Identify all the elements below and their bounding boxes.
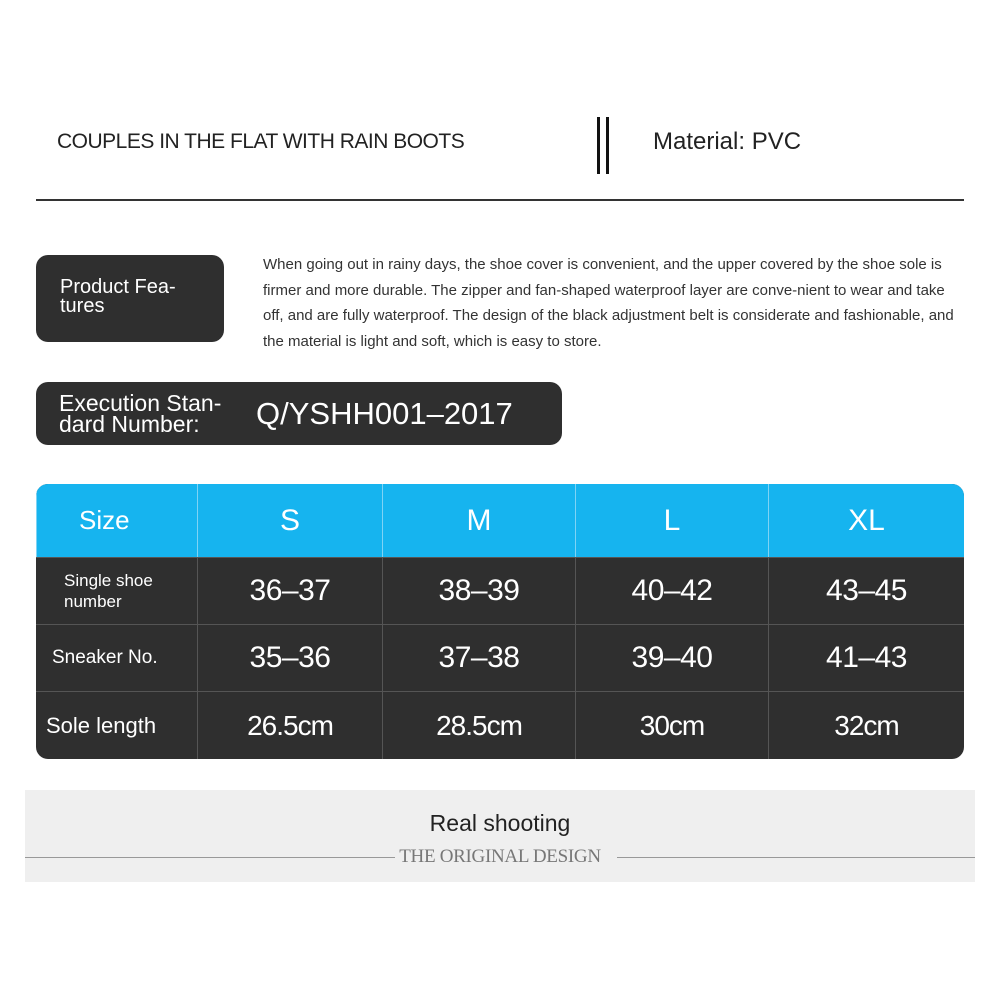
table-cell: 41–43 [768,625,964,691]
table-cell: 30cm [575,692,768,759]
table-cell: 43–45 [768,558,964,624]
standard-badge [36,382,562,445]
size-header-xl: XL [768,484,964,557]
standard-value: Q/YSHH001–2017 [256,396,513,431]
features-badge [36,255,224,342]
table-cell: 36–37 [197,558,382,624]
table-row [36,691,964,759]
features-description: When going out in rainy days, the shoe cover is convenient, and the upper covered by the shoe sole is firmer and more durable. The zipper and fan-shaped waterproof layer are conve-nient to wear and take off, and are fully waterproof. The design of the black adjustment belt is considerate and fashionable, and the material is light and soft, which is easy to store. [263,256,954,350]
header-divider [36,199,964,201]
double-bar-divider [597,117,613,174]
size-table-header-row [36,484,964,557]
size-table [36,484,964,759]
size-header-label: Size [36,484,197,557]
standard-label: Execution Stan-dard Number: [59,390,222,437]
divider-bar [606,117,609,174]
table-cell: 38–39 [382,558,575,624]
material-label: Material: PVC [653,128,802,155]
table-row [36,557,964,624]
header-title: COUPLES IN THE FLAT WITH RAIN BOOTS [57,130,465,153]
footer-title: Real shooting [429,810,571,836]
features-label: Product Fea-tures [60,276,176,317]
size-header-l: L [575,484,768,557]
row-label-single-shoe: Single shoe number [64,571,153,611]
table-cell: 35–36 [197,625,382,691]
row-label-sneaker: Sneaker No. [52,647,158,668]
row-label-sole-length: Sole length [46,713,157,738]
table-cell: 32cm [768,692,964,759]
table-cell: 39–40 [575,625,768,691]
size-header-m: M [382,484,575,557]
table-cell: 37–38 [382,625,575,691]
table-cell: 40–42 [575,558,768,624]
table-row [36,624,964,691]
size-header-s: S [197,484,382,557]
divider-bar [597,117,600,174]
table-cell: 26.5cm [197,692,382,759]
table-cell: 28.5cm [382,692,575,759]
footer-banner [25,790,975,882]
footer-subtitle: THE ORIGINAL DESIGN [399,846,601,867]
